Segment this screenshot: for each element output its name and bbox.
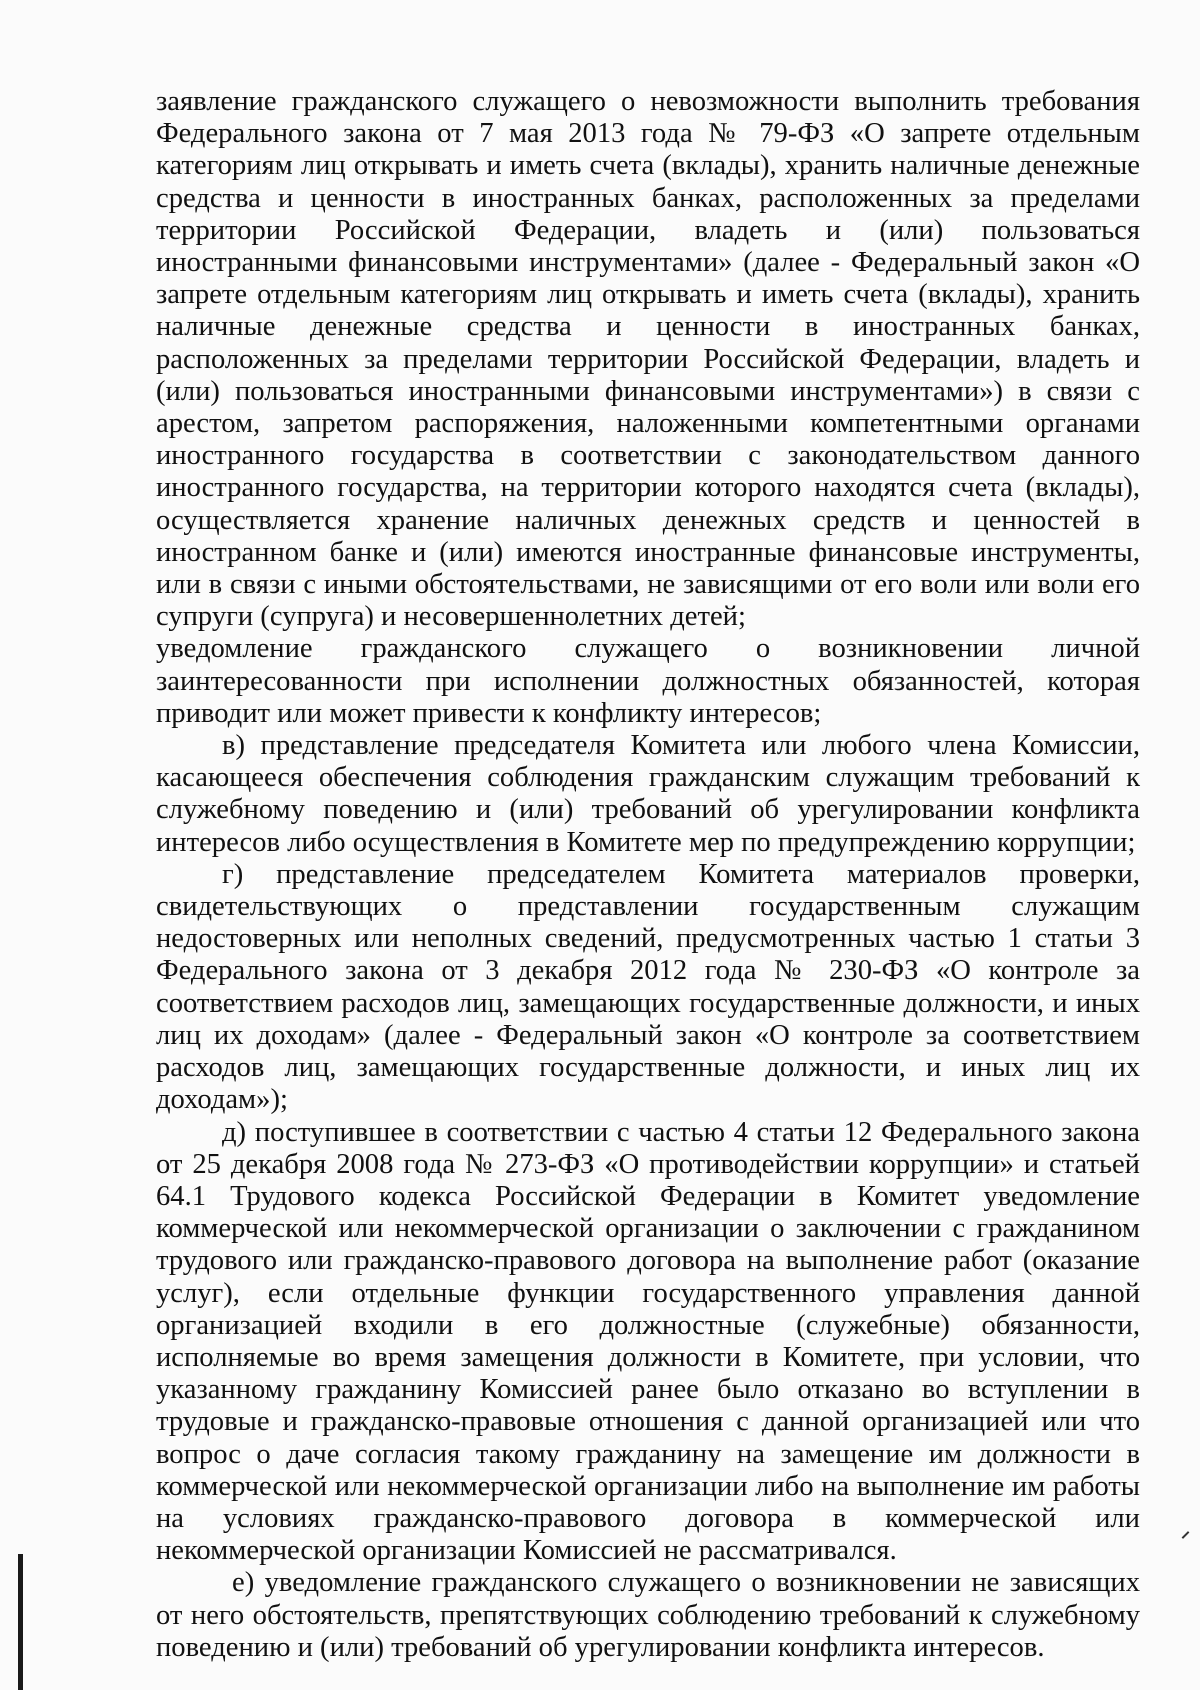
paragraph-item-e: е) уведомление гражданского служащего о возникновении не зависящих от него обстоятельств, препятствующих соблюдению требований к служебному поведению и (или) требований об урегулировании конфликта интересов.	[156, 1567, 1140, 1663]
paragraph-notice-personal-interest: уведомление гражданского служащего о возникновении личной заинтересованности при исполнении должностных обязанностей, которая приводит или может привести к конфликту интересов;	[156, 633, 1140, 729]
document-body	[156, 86, 1140, 1664]
scan-margin-line	[18, 1554, 23, 1690]
paragraph-item-v: в) представление председателя Комитета или любого члена Комиссии, касающееся обеспечения соблюдения гражданским служащим требований к служебному поведению и (или) требований об урегулировании конфликта интересов либо осуществления в Комитете мер по предупреждению коррупции;	[156, 730, 1140, 858]
paragraph-item-d: д) поступившее в соответствии с частью 4 статьи 12 Федерального закона от 25 декабря 2008 года № 273-ФЗ «О противодействии коррупции» и статьей 64.1 Трудового кодекса Российской Федерации в Комитет уведомление коммерческой или некоммерческой организации о заключении с гражданином трудового или гражданско-правового договора на выполнение работ (оказание услуг), если отдельные функции государственного управления данной организацией входили в его должностные (служебные) обязанности, исполняемые во время замещения должности в Комитете, при условии, что указанному гражданину Комиссией ранее было отказано во вступлении в трудовые и гражданско-правовые отношения с данной организацией или что вопрос о даче согласия такому гражданину на замещение им должности в коммерческой или некоммерческой организации либо на выполнение им работы на условиях гражданско-правового договора в коммерческой или некоммерческой организации Комиссией не рассматривался.	[156, 1116, 1140, 1567]
paragraph-item-g: г) представление председателем Комитета материалов проверки, свидетельствующих о представлении государственным служащим недостоверных или неполных сведений, предусмотренных частью 1 статьи 3 Федерального закона от 3 декабря 2012 года № 230-ФЗ «О контроле за соответствием расходов лиц, замещающих государственные должности, и иных лиц их доходам» (далее - Федеральный закон «О контроле за соответствием расходов лиц, замещающих государственные должности, и иных лиц их доходам»);	[156, 858, 1140, 1116]
paragraph-statement-foreign-accounts: заявление гражданского служащего о невозможности выполнить требования Федерального закона от 7 мая 2013 года № 79-ФЗ «О запрете отдельным категориям лиц открывать и иметь счета (вклады), хранить наличные денежные средства и ценности в иностранных банках, расположенных за пределами территории Российской Федерации, владеть и (или) пользоваться иностранными финансовыми инструментами» (далее - Федеральный закон «О запрете отдельным категориям лиц открывать и иметь счета (вклады), хранить наличные денежные средства и ценности в иностранных банках, расположенных за пределами территории Российской Федерации, владеть и (или) пользоваться иностранными финансовыми инструментами») в связи с арестом, запретом распоряжения, наложенными компетентными органами иностранного государства в соответствии с законодательством данного иностранного государства, на территории которого находятся счета (вклады), осуществляется хранение наличных денежных средств и ценностей в иностранном банке и (или) имеются иностранные финансовые инструменты, или в связи с иными обстоятельствами, не зависящими от его воли или воли его супруги (супруга) и несовершеннолетних детей;	[156, 86, 1140, 633]
scan-artifact-mark	[1182, 1531, 1190, 1539]
